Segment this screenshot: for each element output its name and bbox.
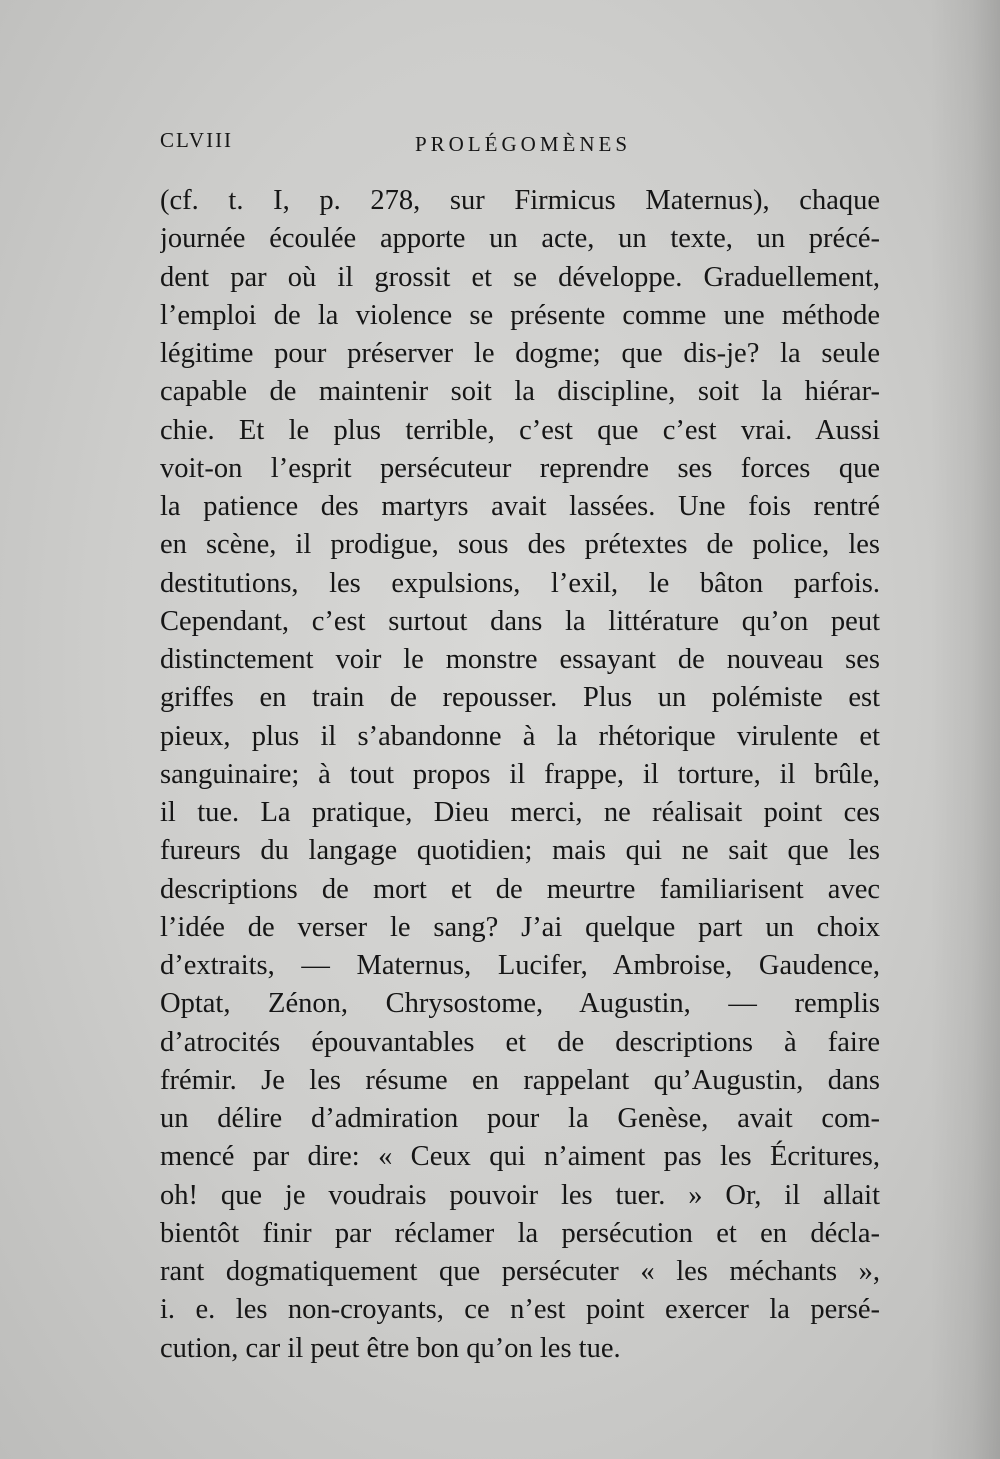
text-line: la patience des martyrs avait lassées. Une fois rentré — [160, 491, 880, 522]
page-header — [160, 128, 880, 162]
text-line: cution, car il peut être bon qu’on les tue. — [160, 1332, 621, 1364]
text-line: capable de maintenir soit la discipline, soit la hiérar- — [160, 376, 880, 408]
text-line: destitutions, les expulsions, l’exil, le bâton parfois. — [160, 567, 880, 599]
text-line: descriptions de mort et de meurtre familiarisent avec — [160, 873, 880, 905]
text-line: distinctement voir le monstre essayant de nouveau ses — [160, 644, 880, 675]
text-line: d’extraits, — Maternus, Lucifer, Ambroise, Gaudence, — [160, 950, 880, 981]
text-line: d’atrocités épouvantables et de descriptions à faire — [160, 1026, 880, 1058]
text-line: i. e. les non-croyants, ce n’est point exercer la persé- — [160, 1294, 880, 1326]
page-number: CLVIII — [160, 128, 234, 152]
text-line: bientôt finir par réclamer la persécution et en décla- — [160, 1217, 880, 1249]
text-line: voit-on l’esprit persécuteur reprendre ses forces que — [160, 452, 880, 484]
text-line: un délire d’admiration pour la Genèse, avait com- — [160, 1103, 880, 1134]
text-line: il tue. La pratique, Dieu merci, ne réalisait point ces — [160, 797, 880, 828]
text-line: sanguinaire; à tout propos il frappe, il torture, il brûle, — [160, 758, 880, 790]
text-line: griffes en train de repousser. Plus un polémiste est — [160, 682, 880, 714]
text-line: pieux, plus il s’abandonne à la rhétorique virulente et — [160, 720, 880, 752]
text-line: Optat, Zénon, Chrysostome, Augustin, — remplis — [160, 988, 880, 1020]
text-line: (cf. t. I, p. 278, sur Firmicus Maternus), chaque — [160, 185, 880, 216]
text-line: dent par où il grossit et se développe. Graduellement, — [160, 261, 880, 293]
text-line: fureurs du langage quotidien; mais qui ne sait que les — [160, 835, 880, 867]
text-line: l’emploi de la violence se présente comme une méthode — [160, 299, 880, 331]
text-line: légitime pour préserver le dogme; que dis-je? la seule — [160, 338, 880, 369]
text-line: chie. Et le plus terrible, c’est que c’est vrai. Aussi — [160, 414, 880, 446]
text-line: frémir. Je les résume en rappelant qu’Augustin, dans — [160, 1064, 880, 1096]
text-line: en scène, il prodigue, sous des prétextes de police, les — [160, 529, 880, 561]
text-line: Cependant, c’est surtout dans la littérature qu’on peut — [160, 605, 880, 637]
page-gutter-shadow — [930, 0, 1000, 1459]
text-line: rant dogmatiquement que persécuter « les méchants », — [160, 1256, 880, 1287]
body-text — [160, 182, 880, 1368]
running-title: PROLÉGOMÈNES — [415, 132, 632, 156]
text-line: l’idée de verser le sang? J’ai quelque part un choix — [160, 911, 880, 943]
text-line: mencé par dire: « Ceux qui n’aiment pas les Écritures, — [160, 1141, 880, 1173]
text-line: oh! que je voudrais pouvoir les tuer. » Or, il allait — [160, 1179, 880, 1211]
text-line: journée écoulée apporte un acte, un texte, un précé- — [160, 223, 880, 255]
